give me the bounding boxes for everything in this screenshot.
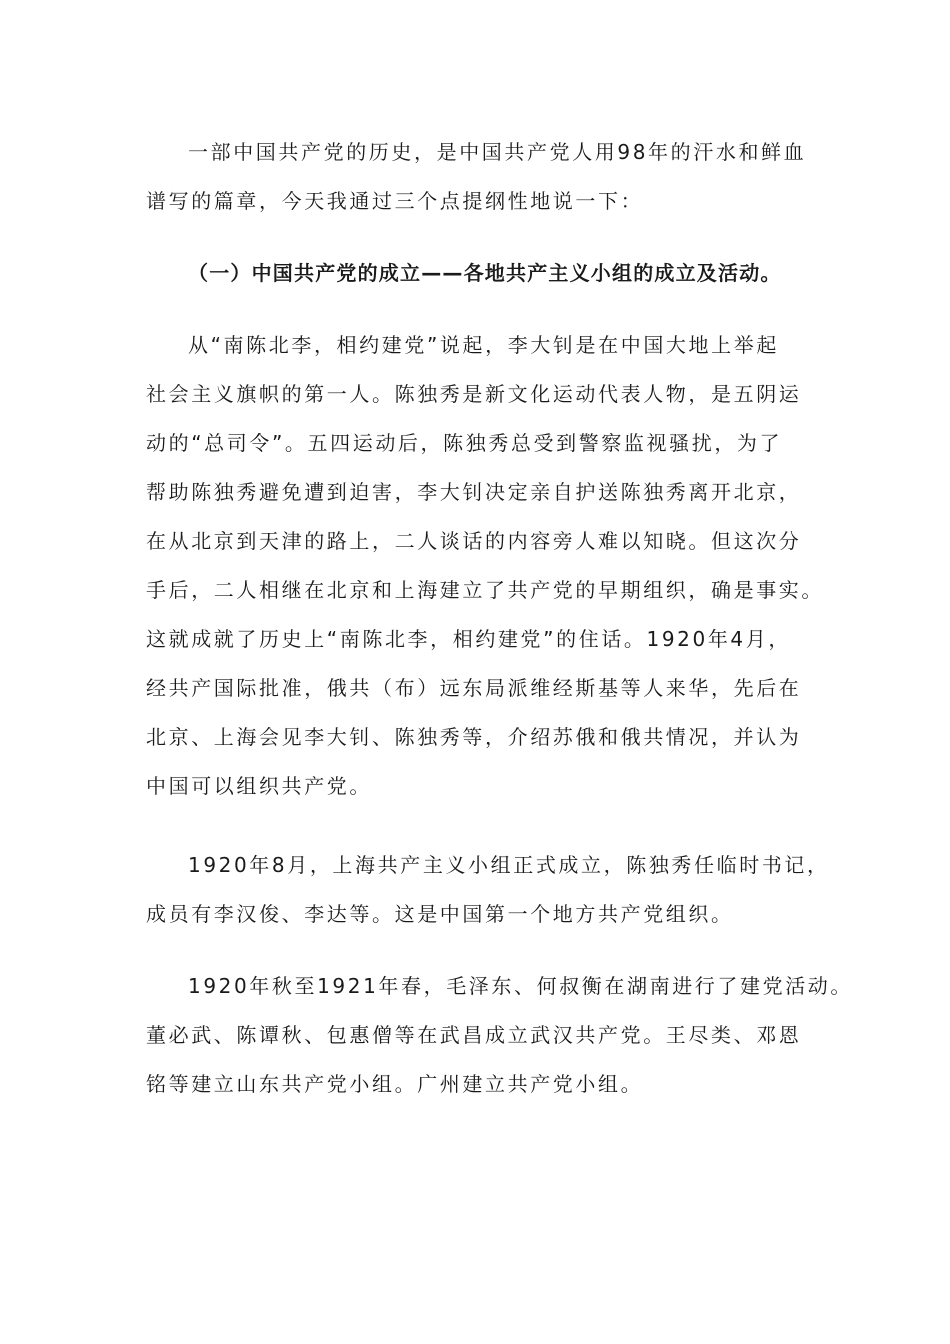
para1-line-3: 动的“总司令”。五四运动后，陈独秀总受到警察监视骚扰，为了 <box>146 431 783 455</box>
para3-line-3: 铭等建立山东共产党小组。广州建立共产党小组。 <box>146 1072 644 1096</box>
para1-line-4: 帮助陈独秀避免遭到迫害，李大钊决定亲自护送陈独秀离开北京， <box>146 480 802 504</box>
para2-line-2: 成员有李汉俊、李达等。这是中国第一个地方共产党组织。 <box>146 902 734 926</box>
para1-line-7: 这就成就了历史上“南陈北李，相约建党”的住话。1920年4月， <box>146 627 791 651</box>
para1-line-1: 从“南陈北李，相约建党”说起，李大钊是在中国大地上举起 <box>188 333 779 357</box>
para1-line-6: 手后，二人相继在北京和上海建立了共产党的早期组织，确是事实。 <box>146 578 824 602</box>
para1-line-5: 在从北京到天津的路上，二人谈话的内容旁人难以知晓。但这次分 <box>146 529 802 553</box>
intro-line-1: 一部中国共产党的历史，是中国共产党人用98年的汗水和鲜血 <box>188 140 807 164</box>
para1-line-9: 北京、上海会见李大钊、陈独秀等，介绍苏俄和俄共情况，并认为 <box>146 725 802 749</box>
para3-line-1: 1920年秋至1921年春，毛泽东、何叔衡在湖南进行了建党活动。 <box>188 974 853 998</box>
intro-line-2: 谱写的篇章，今天我通过三个点提纲性地说一下： <box>146 189 644 213</box>
para1-line-2: 社会主义旗帜的第一人。陈独秀是新文化运动代表人物，是五阴运 <box>146 382 802 406</box>
para2-line-1: 1920年8月，上海共产主义小组正式成立，陈独秀任临时书记， <box>188 853 830 877</box>
para1-line-10: 中国可以组织共产党。 <box>146 774 372 798</box>
section-heading: （一）中国共产党的成立——各地共产主义小组的成立及活动。 <box>188 261 782 285</box>
para3-line-2: 董必武、陈谭秋、包惠僧等在武昌成立武汉共产党。王尽类、邓恩 <box>146 1023 802 1047</box>
para1-line-8: 经共产国际批准，俄共（布）远东局派维经斯基等人来华，先后在 <box>146 676 802 700</box>
